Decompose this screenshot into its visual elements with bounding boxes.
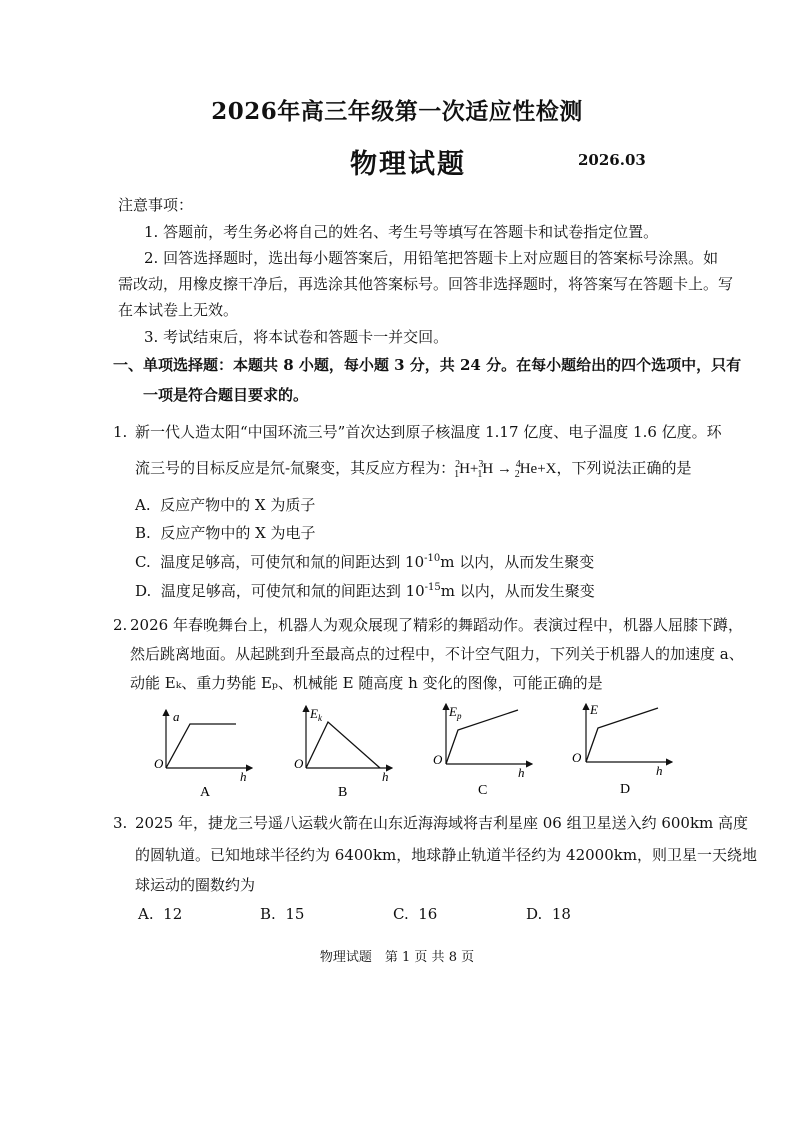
graph-a — [148, 706, 260, 798]
exam-date: 2026.03 — [578, 151, 646, 169]
q3-option-c: C. 16 — [393, 905, 438, 923]
notice-item-2-end: 在本试卷上无效。 — [118, 301, 239, 319]
graph-c-origin: O — [433, 752, 443, 767]
q1-option-d: D. 温度足够高，可使氘和氚的间距达到 $10^{-15}m$ 以内，从而发生聚变 — [135, 582, 595, 600]
q3-option-b: B. 15 — [260, 905, 305, 923]
notice-item-3: 3. 考试结束后，将本试卷和答题卡一并交回。 — [144, 328, 449, 346]
q1-option-b: B. 反应产物中的 X 为电子 — [135, 524, 316, 542]
q1-option-c: C. 温度足够高，可使氘和氚的间距达到 $10^{-10}m$ 以内，从而发生聚变 — [135, 553, 595, 571]
q3-stem-line3: 球运动的圈数约为 — [135, 876, 256, 894]
q3-number: 3. — [113, 814, 128, 832]
graph-b-ylabel: $E_k$ — [310, 706, 322, 723]
graph-b-xlabel: h — [382, 769, 389, 784]
fusion-equation: $^2_1$H+$^3_1$H → $^4_2$He+X — [454, 459, 557, 480]
graph-c-xlabel: h — [518, 765, 525, 780]
graph-d-origin: O — [572, 750, 582, 765]
graph-b-origin: O — [294, 756, 304, 771]
q2-stem-line3: 动能 Eₖ、重力势能 Eₚ、机械能 E 随高度 h 变化的图像，可能正确的是 — [130, 674, 603, 692]
q1-stem-line1: 新一代人造太阳“中国环流三号”首次达到原子核温度 1.17 亿度、电子温度 1.6 亿度。环 — [135, 423, 722, 441]
graph-a-label: A — [200, 785, 211, 798]
graph-b-curve — [306, 722, 380, 768]
graph-c-ylabel: $E_p$ — [449, 704, 462, 721]
section-heading: 一、单项选择题：本题共 8 小题，每小题 3 分，共 24 分。在每小题给出的四个选项中，只有 — [113, 356, 742, 374]
subject-title: 物理试题 — [350, 149, 466, 180]
section-heading-cont: 一项是符合题目要求的。 — [143, 386, 309, 404]
exam-title: 2026年高三年级第一次适应性检测 — [211, 98, 583, 125]
graph-a-origin: O — [154, 756, 164, 771]
graph-b-label: B — [338, 785, 348, 798]
graph-d-ylabel: E — [590, 702, 598, 717]
q1-stem-line2: 流三号的目标反应是氘-氚聚变，其反应方程为：$^2_1$H+$^3_1$H → $^4_2$He+X，下列说法正确的是 — [135, 459, 692, 480]
graph-a-ylabel: a — [173, 709, 180, 724]
notice-item-2: 2. 回答选择题时，选出每小题答案后，用铅笔把答题卡上对应题目的答案标号涂黑。如 — [144, 249, 719, 267]
q1-option-a: A. 反应产物中的 X 为质子 — [135, 496, 316, 514]
q3-option-a: A. 12 — [138, 905, 183, 923]
notice-item-2-cont: 需改动，用橡皮擦干净后，再选涂其他答案标号。回答非选择题时，将答案写在答题卡上。写 — [118, 275, 734, 293]
q3-option-d: D. 18 — [526, 905, 571, 923]
graph-a-xlabel: h — [240, 769, 247, 784]
q2-number: 2. — [113, 616, 128, 634]
graph-c-label: C — [478, 783, 488, 798]
q1-number: 1. — [113, 423, 128, 441]
page-footer: 物理试题 第 1 页 共 8 页 — [319, 950, 475, 965]
graph-d-xlabel: h — [656, 763, 663, 778]
graph-b — [288, 702, 400, 798]
notice-heading: 注意事项： — [118, 196, 194, 214]
q3-stem-line2: 的圆轨道。已知地球半径约为 6400km，地球静止轨道半径约为 42000km，则卫星一天绕地 — [135, 846, 758, 864]
q2-stem-line2: 然后跳离地面。从起跳到升至最高点的过程中，不计空气阻力，下列关于机器人的加速度 a、 — [130, 645, 744, 663]
notice-item-1: 1. 答题前，考生务必将自己的姓名、考生号等填写在答题卡和试卷指定位置。 — [144, 223, 659, 241]
graph-a-curve — [166, 724, 236, 768]
graph-d — [568, 702, 680, 798]
graph-c — [428, 702, 540, 798]
q3-stem-line1: 2025 年，捷龙三号遥八运载火箭在山东近海海域将吉利星座 06 组卫星送入约 600km 高度 — [135, 814, 749, 832]
q2-stem-line1: 2026 年春晚舞台上，机器人为观众展现了精彩的舞蹈动作。表演过程中，机器人屈膝下蹲， — [130, 616, 743, 634]
graph-d-label: D — [620, 782, 631, 797]
